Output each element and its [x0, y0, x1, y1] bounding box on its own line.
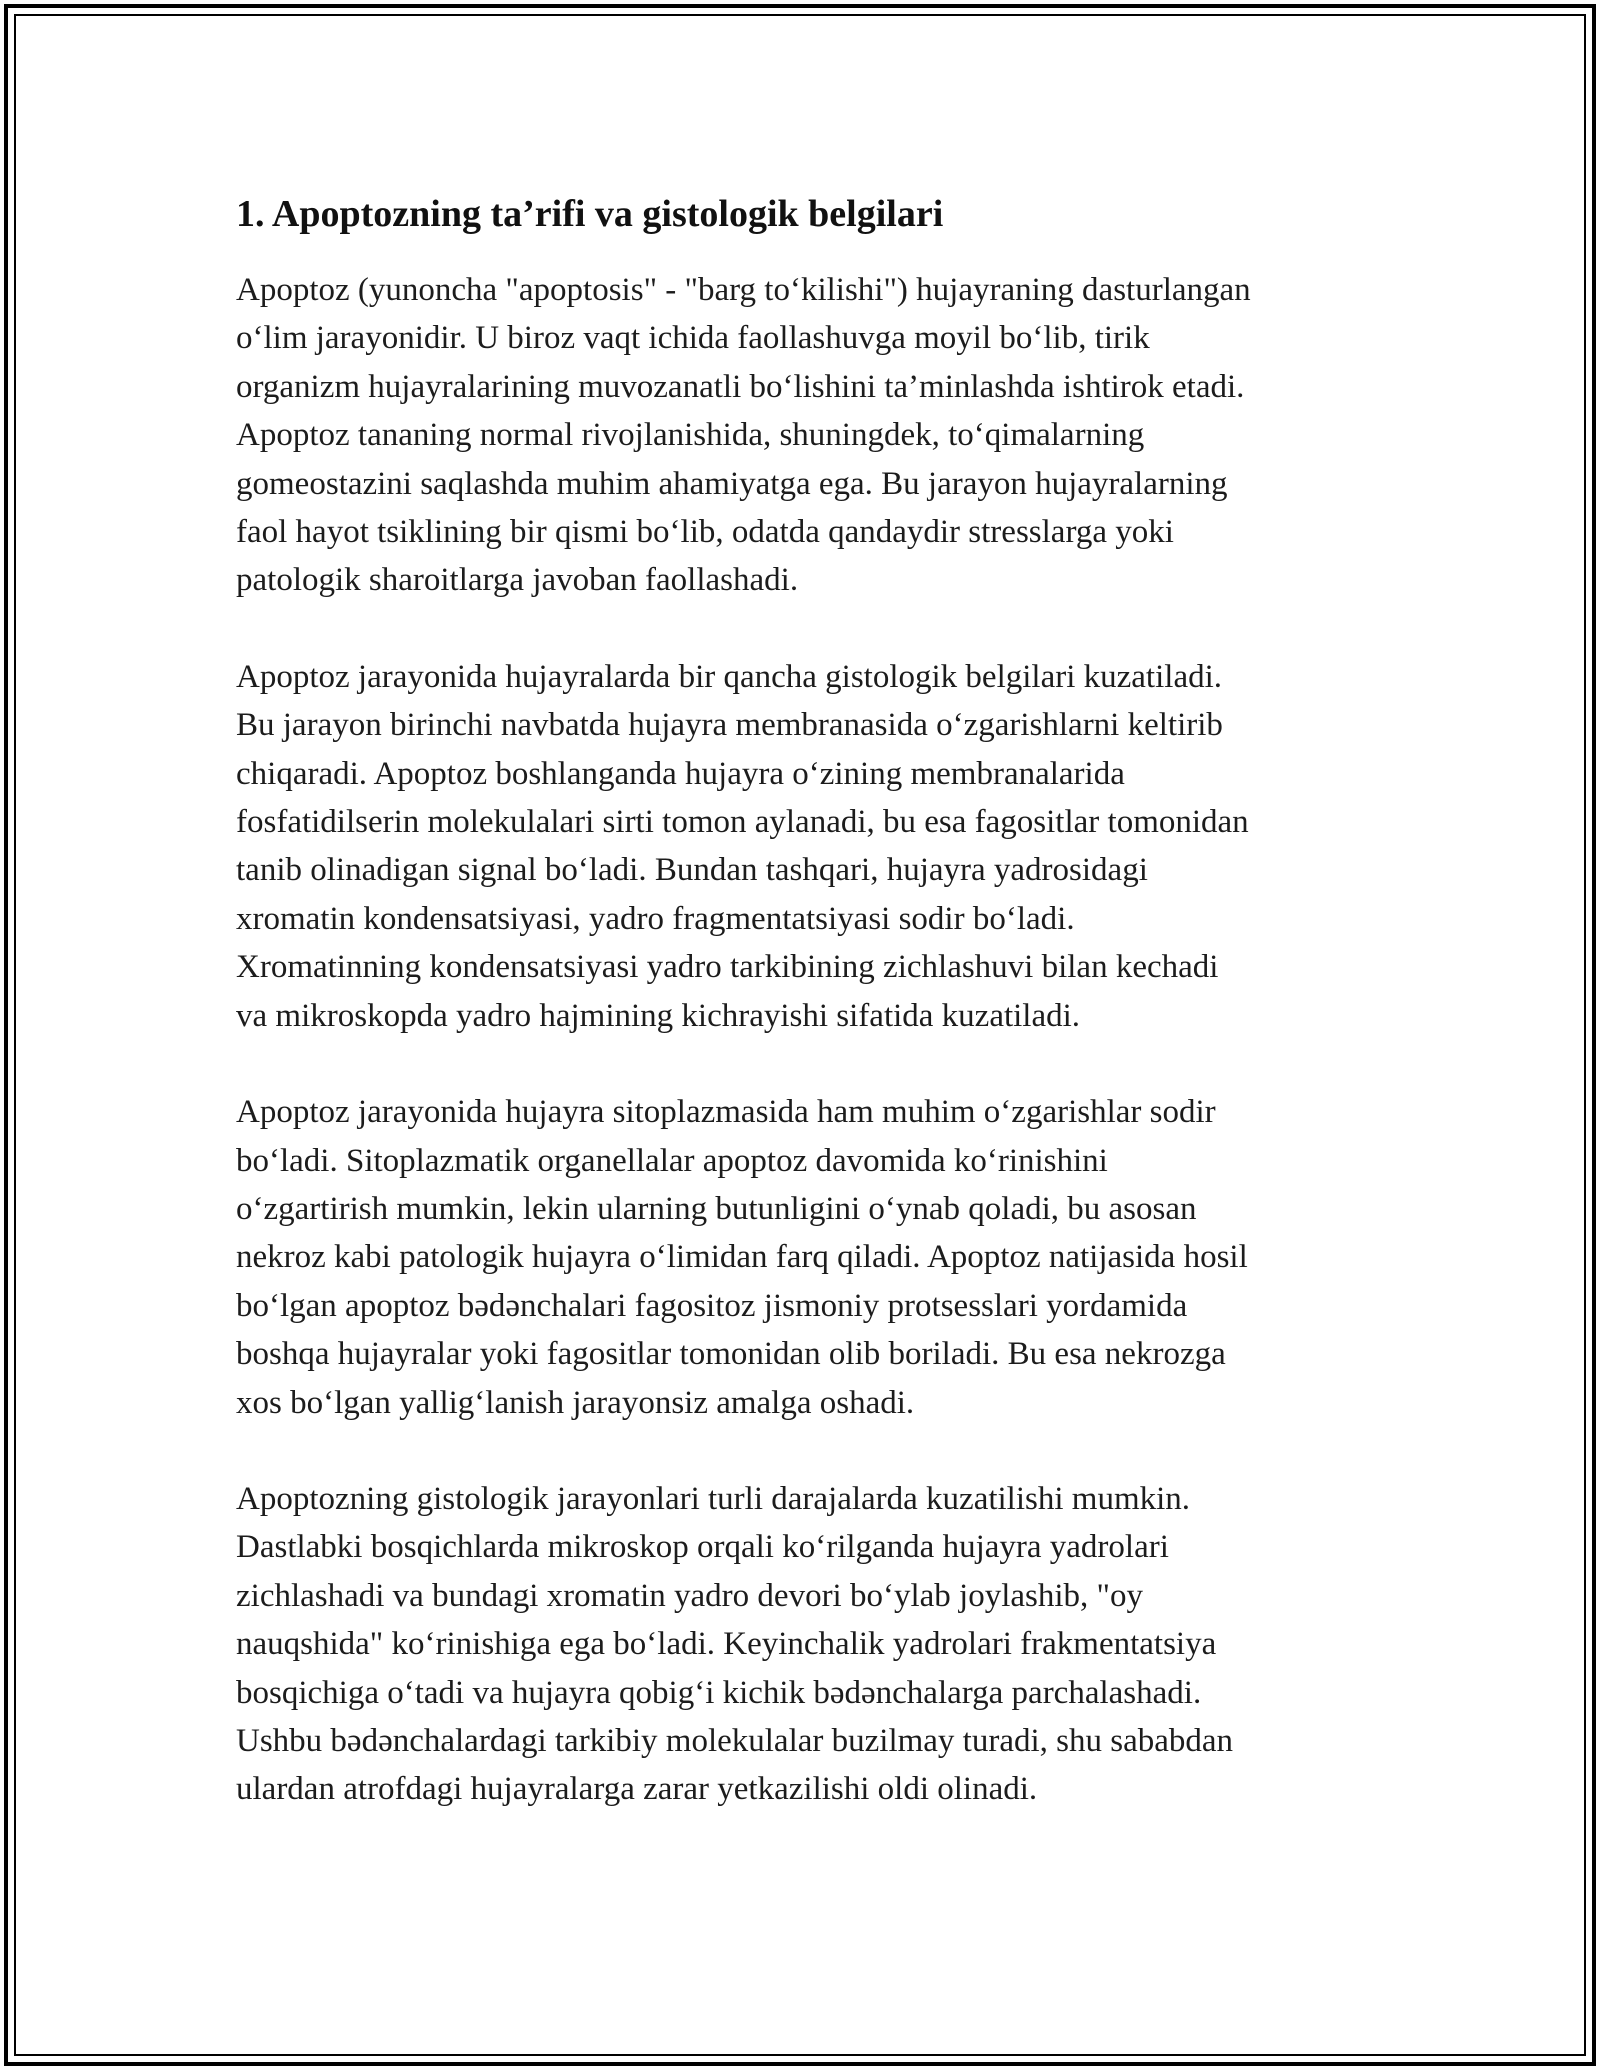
- text-line: Xromatinning kondensatsiyasi yadro tarkibining zichlashuvi bilan kechadi: [236, 949, 1219, 986]
- text-line: chiqaradi. Apoptoz boshlanganda hujayra o‘zining membranalarida: [236, 755, 1125, 792]
- text-line: Apoptoz jarayonida hujayra sitoplazmasida ham muhim o‘zgarishlar sodir: [236, 1094, 1216, 1131]
- text-line: bo‘ladi. Sitoplazmatik organellalar apoptoz davomida ko‘rinishini: [236, 1142, 1108, 1179]
- paragraph-membrane-changes: [236, 653, 1376, 1040]
- text-line: patologik sharoitlarga javoban faollashadi.: [236, 562, 799, 599]
- text-line: zichlashadi va bundagi xromatin yadro devori bo‘ylab joylashib, "oy: [236, 1577, 1144, 1614]
- text-line: faol hayot tsiklining bir qismi bo‘lib, odatda qandaydir stresslarga yoki: [236, 514, 1174, 551]
- text-line: o‘lim jarayonidir. U biroz vaqt ichida faollashuvga moyil bo‘lib, tirik: [236, 320, 1150, 357]
- text-line: tanib olinadigan signal bo‘ladi. Bundan tashqari, hujayra yadrosidagi: [236, 852, 1148, 889]
- text-line: xos bo‘lgan yallig‘lanish jarayonsiz amalga oshadi.: [236, 1384, 915, 1421]
- text-line: nekroz kabi patologik hujayra o‘limidan farq qiladi. Apoptoz natijasida hosil: [236, 1239, 1248, 1276]
- paragraph-histological-stages: [236, 1475, 1376, 1814]
- paragraph-cytoplasm-changes: [236, 1088, 1376, 1427]
- text-line: bosqichiga o‘tadi va hujayra qobig‘i kichik bədənchalarga parchalashadi.: [236, 1674, 1202, 1711]
- text-line: Apoptoz (yunoncha "apoptosis" - "barg to‘kilishi") hujayraning dasturlangan: [236, 272, 1251, 308]
- paragraph-definition: [236, 266, 1376, 605]
- document-body: [236, 186, 1376, 1814]
- text-line: Apoptoz tananing normal rivojlanishida, shuningdek, to‘qimalarning: [236, 417, 1145, 454]
- text-line: nauqshida" ko‘rinishiga ega bo‘ladi. Keyinchalik yadrolari frakmentatsiya: [236, 1626, 1217, 1663]
- text-line: va mikroskopda yadro hajmining kichrayishi sifatida kuzatiladi.: [236, 997, 1081, 1034]
- text-line: xromatin kondensatsiyasi, yadro fragmentatsiyasi sodir bo‘ladi.: [236, 900, 1075, 937]
- text-line: gomeostazini saqlashda muhim ahamiyatga ega. Bu jarayon hujayralarning: [236, 465, 1228, 502]
- text-line: organizm hujayralarining muvozanatli bo‘lishini ta’minlashda ishtirok etadi.: [236, 368, 1245, 405]
- text-line: Apoptoz jarayonida hujayralarda bir qancha gistologik belgilari kuzatiladi.: [236, 658, 1223, 695]
- text-line: ulardan atrofdagi hujayralarga zarar yetkazilishi oldi olinadi.: [236, 1771, 1038, 1808]
- text-line: bo‘lgan apoptoz bədənchalari fagositoz jismoniy protsesslari yordamida: [236, 1287, 1188, 1324]
- text-line: Dastlabki bosqichlarda mikroskop orqali ko‘rilganda hujayra yadrolari: [236, 1529, 1169, 1566]
- text-line: boshqa hujayralar yoki fagositlar tomonidan olib boriladi. Bu esa nekrozga: [236, 1336, 1226, 1373]
- text-line: Apoptozning gistologik jarayonlari turli darajalarda kuzatilishi mumkin.: [236, 1480, 1191, 1517]
- text-line: Bu jarayon birinchi navbatda hujayra membranasida o‘zgarishlarni keltirib: [236, 707, 1223, 744]
- text-line: fosfatidilserin molekulalari sirti tomon aylanadi, bu esa fagositlar tomonidan: [236, 804, 1249, 841]
- text-line: Ushbu bədənchalardagi tarkibiy molekulalar buzilmay turadi, shu sababdan: [236, 1722, 1234, 1759]
- section-heading: 1. Apoptozning ta’rifi va gistologik belgilari: [236, 193, 944, 235]
- text-line: o‘zgartirish mumkin, lekin ularning butunligini o‘ynab qoladi, bu asosan: [236, 1190, 1197, 1227]
